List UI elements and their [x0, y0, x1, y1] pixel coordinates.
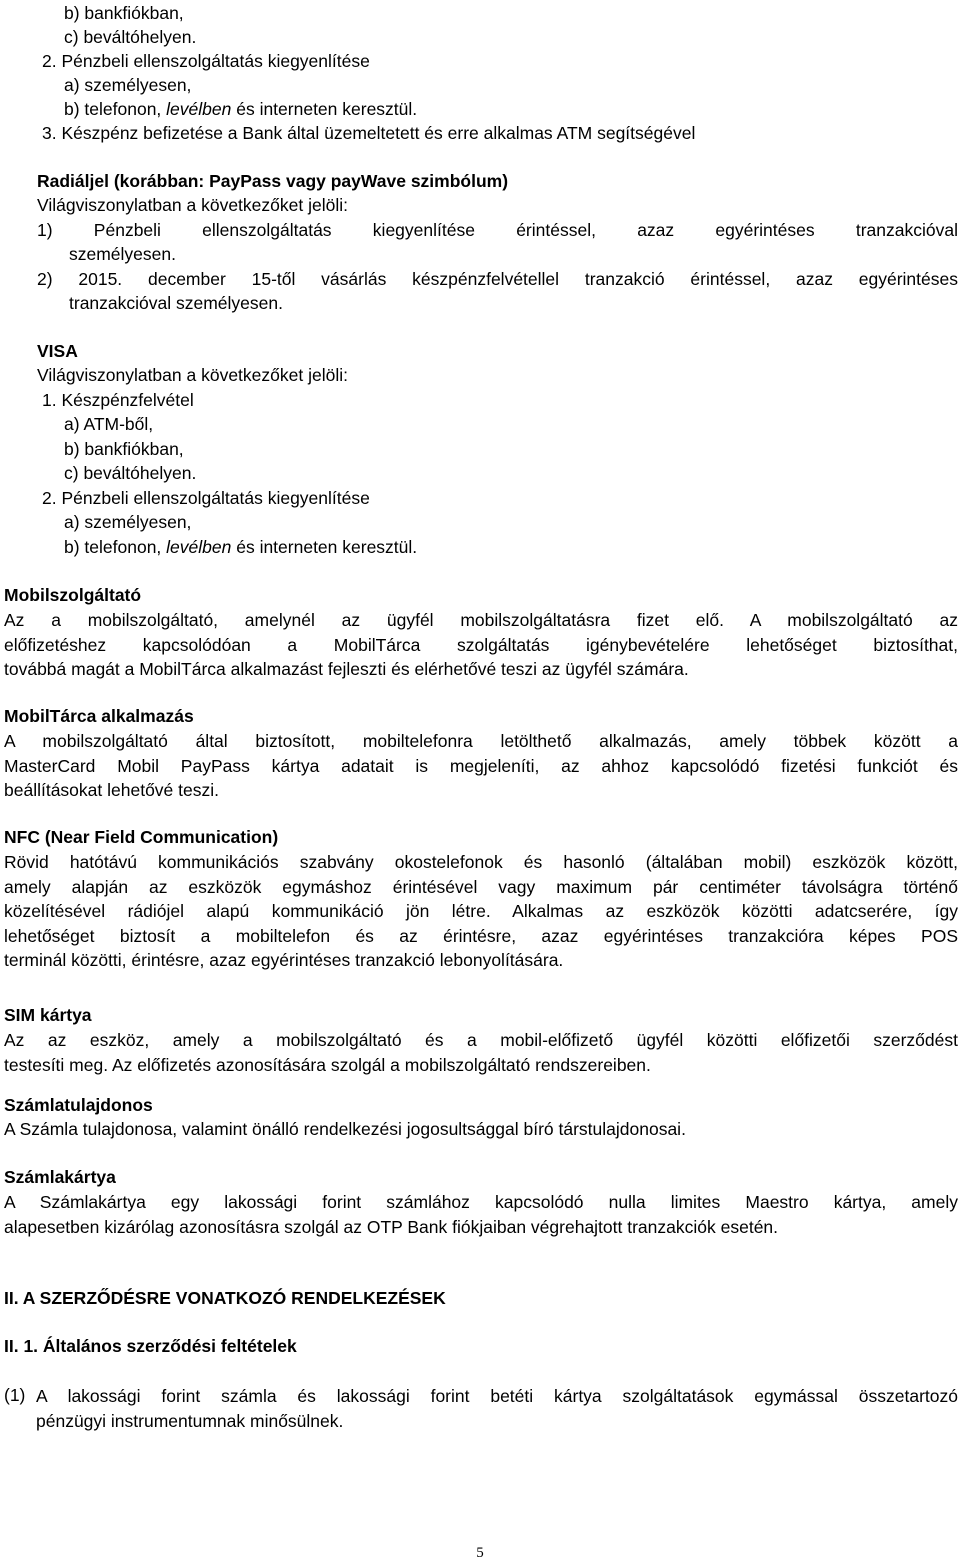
paragraph-line: A mobilszolgáltató által biztosított, mobiltelefonra letölthető alkalmazás, amely többek között a — [4, 731, 958, 751]
list-item-text: b) telefonon, — [64, 537, 167, 557]
list-item-cont: személyesen. — [69, 244, 176, 264]
definition-paragraph: A Számla tulajdonosa, valamint önálló rendelkezési jogosultsággal bíró társtulajdonosai. — [4, 1119, 686, 1139]
list-item: 2. Pénzbeli ellenszolgáltatás kiegyenlítése — [42, 488, 370, 508]
paragraph-line: Az az eszköz, amely a mobilszolgáltató és a mobil-előfizető ügyfél közötti előfizetői szerződést — [4, 1030, 958, 1050]
radial-list-2 — [37, 267, 958, 291]
paragraph-line: A lakossági forint számla és lakossági forint betéti kártya szolgáltatások egymással összetartozó — [36, 1386, 958, 1406]
paragraph-line: MasterCard Mobil PayPass kártya adatait is megjeleníti, az ahhoz kapcsolódó fizetési funkciót és — [4, 755, 958, 776]
definition-paragraph — [4, 729, 958, 803]
list-item-emphasis: levélben — [166, 537, 232, 557]
list-item: a) személyesen, — [64, 512, 192, 532]
list-item: a) ATM-ből, — [64, 414, 154, 434]
list-item: 1) Pénzbeli ellenszolgáltatás kiegyenlítése érintéssel, azaz egyérintéses tranzakcióval — [37, 220, 958, 240]
paragraph-line: beállításokat lehetővé teszi. — [4, 780, 219, 800]
definition-paragraph — [4, 608, 958, 682]
list-item: 2. Pénzbeli ellenszolgáltatás kiegyenlítése — [42, 51, 370, 71]
list-item: b) bankfiókban, — [64, 439, 184, 459]
paragraph-line: Rövid hatótávú kommunikációs szabvány okostelefonok és hasonló (általában mobil) eszközök között, — [4, 852, 958, 872]
paragraph-line: amely alapján az eszközök egymáshoz érintésével vagy maximum pár centiméter távolságra történő — [4, 876, 958, 897]
list-item-text: és interneten keresztül. — [231, 99, 418, 119]
paragraph-line: A Számlakártya egy lakossági forint számlához kapcsolódó nulla limites Maestro kártya, amely — [4, 1192, 958, 1212]
subchapter-heading: II. 1. Általános szerződési feltételek — [4, 1336, 297, 1356]
list-item — [64, 536, 417, 558]
definition-paragraph — [4, 1190, 958, 1239]
definition-paragraph — [4, 1028, 958, 1077]
list-item-text: és interneten keresztül. — [231, 537, 418, 557]
paragraph-line: testesíti meg. Az előfizetés azonosítására szolgál a mobilszolgáltató rendszereiben. — [4, 1054, 651, 1075]
section-heading-visa: VISA — [37, 341, 78, 361]
section-intro: Világviszonylatban a következőket jelöli: — [37, 365, 348, 385]
section-heading-sim: SIM kártya — [4, 1005, 92, 1025]
list-item-text: b) telefonon, — [64, 99, 167, 119]
section-heading-szamlakartya: Számlakártya — [4, 1167, 116, 1187]
list-item: c) beváltóhelyen. — [64, 27, 197, 47]
section-heading-mobiltarca: MobilTárca alkalmazás — [4, 706, 194, 726]
section-heading-nfc: NFC (Near Field Communication) — [4, 827, 279, 847]
paragraph-line: alapesetben kizárólag azonosításra szolgál az OTP Bank fiókjaiban végrehajtott tranzakciók esetén. — [4, 1216, 779, 1237]
chapter-heading: II. A SZERZŐDÉSRE VONATKOZÓ RENDELKEZÉSEK — [4, 1288, 446, 1308]
section-intro: Világviszonylatban a következőket jelöli: — [37, 195, 348, 215]
list-item: c) beváltóhelyen. — [64, 463, 197, 483]
section-heading-szamlatulajdonos: Számlatulajdonos — [4, 1095, 153, 1115]
definition-paragraph — [4, 850, 958, 973]
numbered-paragraph — [36, 1384, 958, 1433]
paragraph-line: továbbá magát a MobilTárca alkalmazást fejleszti és elérhetővé teszi az ügyfél számára. — [4, 659, 689, 679]
radial-list — [37, 218, 958, 242]
list-item-emphasis: levélben — [166, 99, 232, 119]
page-number: 5 — [476, 1545, 484, 1561]
section-heading-mobilszolgaltato: Mobilszolgáltató — [4, 585, 142, 605]
paragraph-line: lehetőséget biztosít a mobiltelefon és az érintésre, azaz egyérintéses tranzakcióra képes POS — [4, 925, 958, 946]
list-item: 3. Készpénz befizetése a Bank által üzemeltetett és erre alkalmas ATM segítségével — [42, 123, 696, 143]
paragraph-number: (1) — [4, 1385, 26, 1405]
list-item — [64, 98, 417, 120]
section-heading-radial: Radiáljel (korábban: PayPass vagy payWave szimbólum) — [37, 171, 509, 191]
paragraph-line: terminál közötti, érintésre, azaz egyérintéses tranzakció lebonyolítására. — [4, 950, 564, 970]
paragraph-line: Az a mobilszolgáltató, amelynél az ügyfél mobilszolgáltatásra fizet elő. A mobilszolgáltató az — [4, 610, 958, 630]
list-item: 2) 2015. december 15-től vásárlás készpénzfelvétellel tranzakció érintéssel, azaz egyérintéses — [37, 269, 958, 289]
paragraph-line: pénzügyi instrumentumnak minősülnek. — [36, 1410, 344, 1431]
list-item-cont: tranzakcióval személyesen. — [69, 293, 283, 313]
list-item: a) személyesen, — [64, 75, 192, 95]
paragraph-line: közelítésével rádiójel alapú kommunikáció jön létre. Alkalmas az eszközök közötti adatcserére, így — [4, 901, 958, 921]
list-item: 1. Készpénzfelvétel — [42, 390, 194, 410]
list-item: b) bankfiókban, — [64, 3, 184, 23]
paragraph-line: előfizetéshez kapcsolódóan a MobilTárca szolgáltatás igénybevételére lehetőséget biztosíthat, — [4, 634, 958, 655]
